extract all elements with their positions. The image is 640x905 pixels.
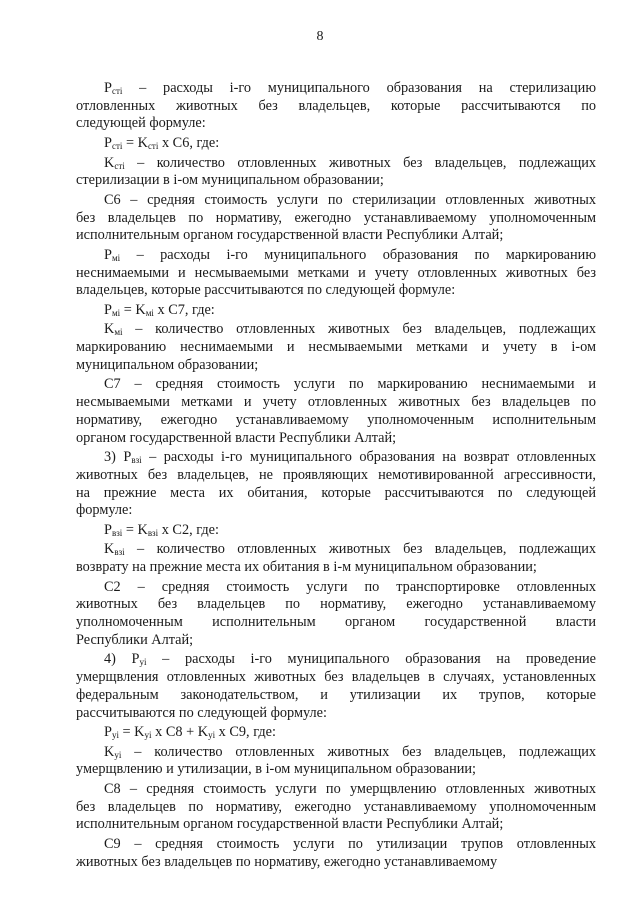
text-line — [76, 541, 596, 559]
text-run: C2 – средняя стоимость услуги по транспортировке отловленных — [104, 578, 596, 595]
text-run: = K — [120, 301, 146, 318]
text-line — [76, 614, 596, 632]
text-run: исполнительным органом государственной власти Республики Алтай; — [76, 816, 504, 833]
text-line — [76, 651, 596, 669]
text-run: возврату на прежние места их обитания в і-м муниципальном образовании; — [76, 559, 537, 576]
paragraph — [76, 449, 596, 520]
subscript: взі — [147, 527, 159, 538]
paragraph — [76, 321, 596, 374]
text-run: животных без владельцев, не проявляющих немотивированной агрессивности, — [76, 466, 596, 483]
text-run: следующей формуле: — [76, 115, 206, 132]
paragraph — [76, 651, 596, 722]
text-line — [76, 467, 596, 485]
paragraph — [76, 302, 596, 320]
paragraph — [76, 80, 596, 133]
text-run: неснимаемыми и несмываемыми метками и учету отловленных животных без — [76, 264, 596, 281]
text-run: P — [104, 135, 112, 151]
text-run: P — [104, 724, 112, 741]
subscript: мі — [114, 327, 123, 338]
text-line — [76, 80, 596, 98]
text-line — [76, 98, 596, 116]
text-run: C8 – средняя стоимость услуги по умерщвлению отловленных животных — [104, 781, 596, 798]
text-line — [76, 192, 596, 210]
text-run: x C7, где: — [153, 301, 215, 318]
subscript: сті — [147, 141, 159, 151]
text-line — [76, 302, 596, 320]
text-line — [76, 412, 596, 430]
text-run: 4) P — [104, 651, 140, 668]
paragraph — [76, 744, 596, 779]
text-run: рассчитываются по следующей формуле: — [76, 704, 327, 721]
paragraph — [76, 376, 596, 447]
text-line — [76, 430, 596, 448]
text-run: K — [104, 154, 115, 171]
text-run: муниципальном образовании; — [76, 356, 259, 373]
text-line — [76, 596, 596, 614]
text-run: – расходы і-го муниципального образования на стерилизацию — [122, 80, 596, 96]
text-run: маркированию неснимаемыми и несмываемыми метками и учету в і-ом — [76, 339, 596, 356]
text-line — [76, 669, 596, 687]
text-run: P — [104, 301, 112, 318]
subscript: сті — [111, 141, 123, 151]
text-run: без владельцев по нормативу, ежегодно устанавливаемому уполномоченным — [76, 798, 596, 815]
text-line — [76, 339, 596, 357]
text-line — [76, 210, 596, 228]
text-run: – количество отловленных животных без владельцев, подлежащих — [122, 321, 596, 338]
text-run: – расходы і-го муниципального образования на возврат отловленных — [141, 449, 596, 466]
text-run: C7 – средняя стоимость услуги по маркированию неснимаемыми и — [104, 376, 596, 393]
subscript: уі — [111, 730, 119, 741]
subscript: взі — [111, 527, 123, 538]
subscript: взі — [114, 547, 125, 558]
text-run: – расходы і-го муниципального образования на проведение — [146, 651, 596, 668]
text-run: владельцев, которые рассчитываются по следующей формуле: — [76, 282, 456, 299]
text-line — [76, 579, 596, 597]
text-line — [76, 799, 596, 817]
paragraph — [76, 781, 596, 834]
text-line — [76, 559, 596, 577]
subscript: уі — [144, 730, 152, 741]
text-run: Республики Алтай; — [76, 631, 194, 648]
text-line — [76, 724, 596, 742]
text-line — [76, 761, 596, 779]
text-run: = K — [118, 724, 145, 741]
text-line — [76, 282, 596, 300]
subscript: уі — [139, 657, 147, 668]
text-line — [76, 265, 596, 283]
text-line — [76, 816, 596, 834]
subscript: мі — [111, 252, 121, 263]
text-run: животных без владельцев по нормативу, ежегодно устанавливаемому — [76, 596, 596, 613]
text-run: органом государственной власти Республики Алтай; — [76, 429, 397, 446]
text-run: K — [104, 743, 115, 760]
text-run: отловленных животных без владельцев, которые рассчитываются по — [76, 97, 596, 114]
paragraph — [76, 192, 596, 245]
paragraph — [76, 541, 596, 576]
text-line — [76, 115, 596, 133]
paragraph — [76, 579, 596, 650]
text-run: x C9, где: — [215, 724, 276, 741]
text-run: P — [104, 521, 112, 538]
subscript: взі — [131, 455, 142, 466]
text-run: K — [104, 321, 115, 338]
text-line — [76, 687, 596, 705]
text-run: животных без владельцев по нормативу, ежегодно устанавливаемому — [76, 853, 498, 870]
text-run: на прежние места их обитания, которые рассчитываются по следующей — [76, 484, 596, 501]
text-run: исполнительным органом государственной власти Республики Алтай; — [76, 227, 504, 244]
text-line — [76, 227, 596, 245]
text-run: умерщвлению и утилизации, в і-ом муниципальном образовании; — [76, 761, 477, 778]
text-run: – расходы і-го муниципального образования по маркированию — [120, 246, 596, 263]
text-run: x C8 + K — [151, 724, 209, 741]
text-line — [76, 357, 596, 375]
text-line — [76, 394, 596, 412]
text-line — [76, 836, 596, 854]
text-run: нормативу, ежегодно устанавливаемому уполномоченным исполнительным — [76, 411, 596, 428]
paragraph — [76, 247, 596, 300]
text-line — [76, 247, 596, 265]
paragraph — [76, 155, 596, 190]
text-run: стерилизации в і-ом муниципальном образовании; — [76, 172, 384, 189]
text-run: без владельцев по нормативу, ежегодно устанавливаемому уполномоченным — [76, 209, 596, 226]
text-run: федеральным законодательством, и утилизации их трупов, которые — [76, 686, 596, 703]
text-line — [76, 502, 596, 520]
text-line — [76, 172, 596, 190]
text-line — [76, 705, 596, 723]
subscript: сті — [114, 160, 125, 171]
text-line — [76, 522, 596, 540]
text-run: – количество отловленных животных без владельцев, подлежащих — [124, 541, 596, 558]
text-line — [76, 155, 596, 173]
text-run: K — [104, 541, 115, 558]
text-run: – количество отловленных животных без владельцев, подлежащих — [124, 154, 596, 171]
text-line — [76, 744, 596, 762]
text-run: 3) P — [104, 449, 132, 466]
text-run: P — [104, 80, 112, 96]
text-run: формуле: — [76, 502, 133, 519]
text-run: C6 – средняя стоимость услуги по стерилизации отловленных животных — [104, 191, 596, 208]
text-line — [76, 781, 596, 799]
text-line — [76, 854, 596, 872]
paragraph — [76, 724, 596, 742]
text-run: = K — [122, 135, 148, 151]
text-line — [76, 485, 596, 503]
subscript: мі — [145, 307, 154, 318]
text-line — [76, 321, 596, 339]
subscript: сті — [111, 86, 123, 96]
text-run: уполномоченным исполнительным органом государственной власти — [76, 614, 596, 631]
paragraph — [76, 522, 596, 540]
text-run: C9 – средняя стоимость услуги по утилизации трупов отловленных — [104, 836, 596, 853]
paragraph — [76, 135, 596, 153]
text-line — [76, 449, 596, 467]
subscript: уі — [208, 730, 216, 741]
text-line — [76, 376, 596, 394]
text-run: P — [104, 246, 112, 263]
text-run: умерщвления отловленных животных без владельцев в случаях, установленных — [76, 669, 596, 686]
document-body — [76, 80, 596, 873]
subscript: мі — [111, 307, 121, 318]
text-run: – количество отловленных животных без владельцев, подлежащих — [121, 743, 596, 760]
text-run: несмываемыми метками и учету отловленных животных без владельцев по — [76, 394, 596, 411]
paragraph — [76, 836, 596, 871]
text-line — [76, 632, 596, 650]
subscript: уі — [114, 749, 122, 760]
text-line — [76, 135, 596, 153]
page-number: 8 — [316, 29, 324, 44]
text-run: = K — [122, 521, 148, 538]
text-run: x C2, где: — [158, 521, 219, 538]
text-run: x C6, где: — [158, 135, 220, 151]
